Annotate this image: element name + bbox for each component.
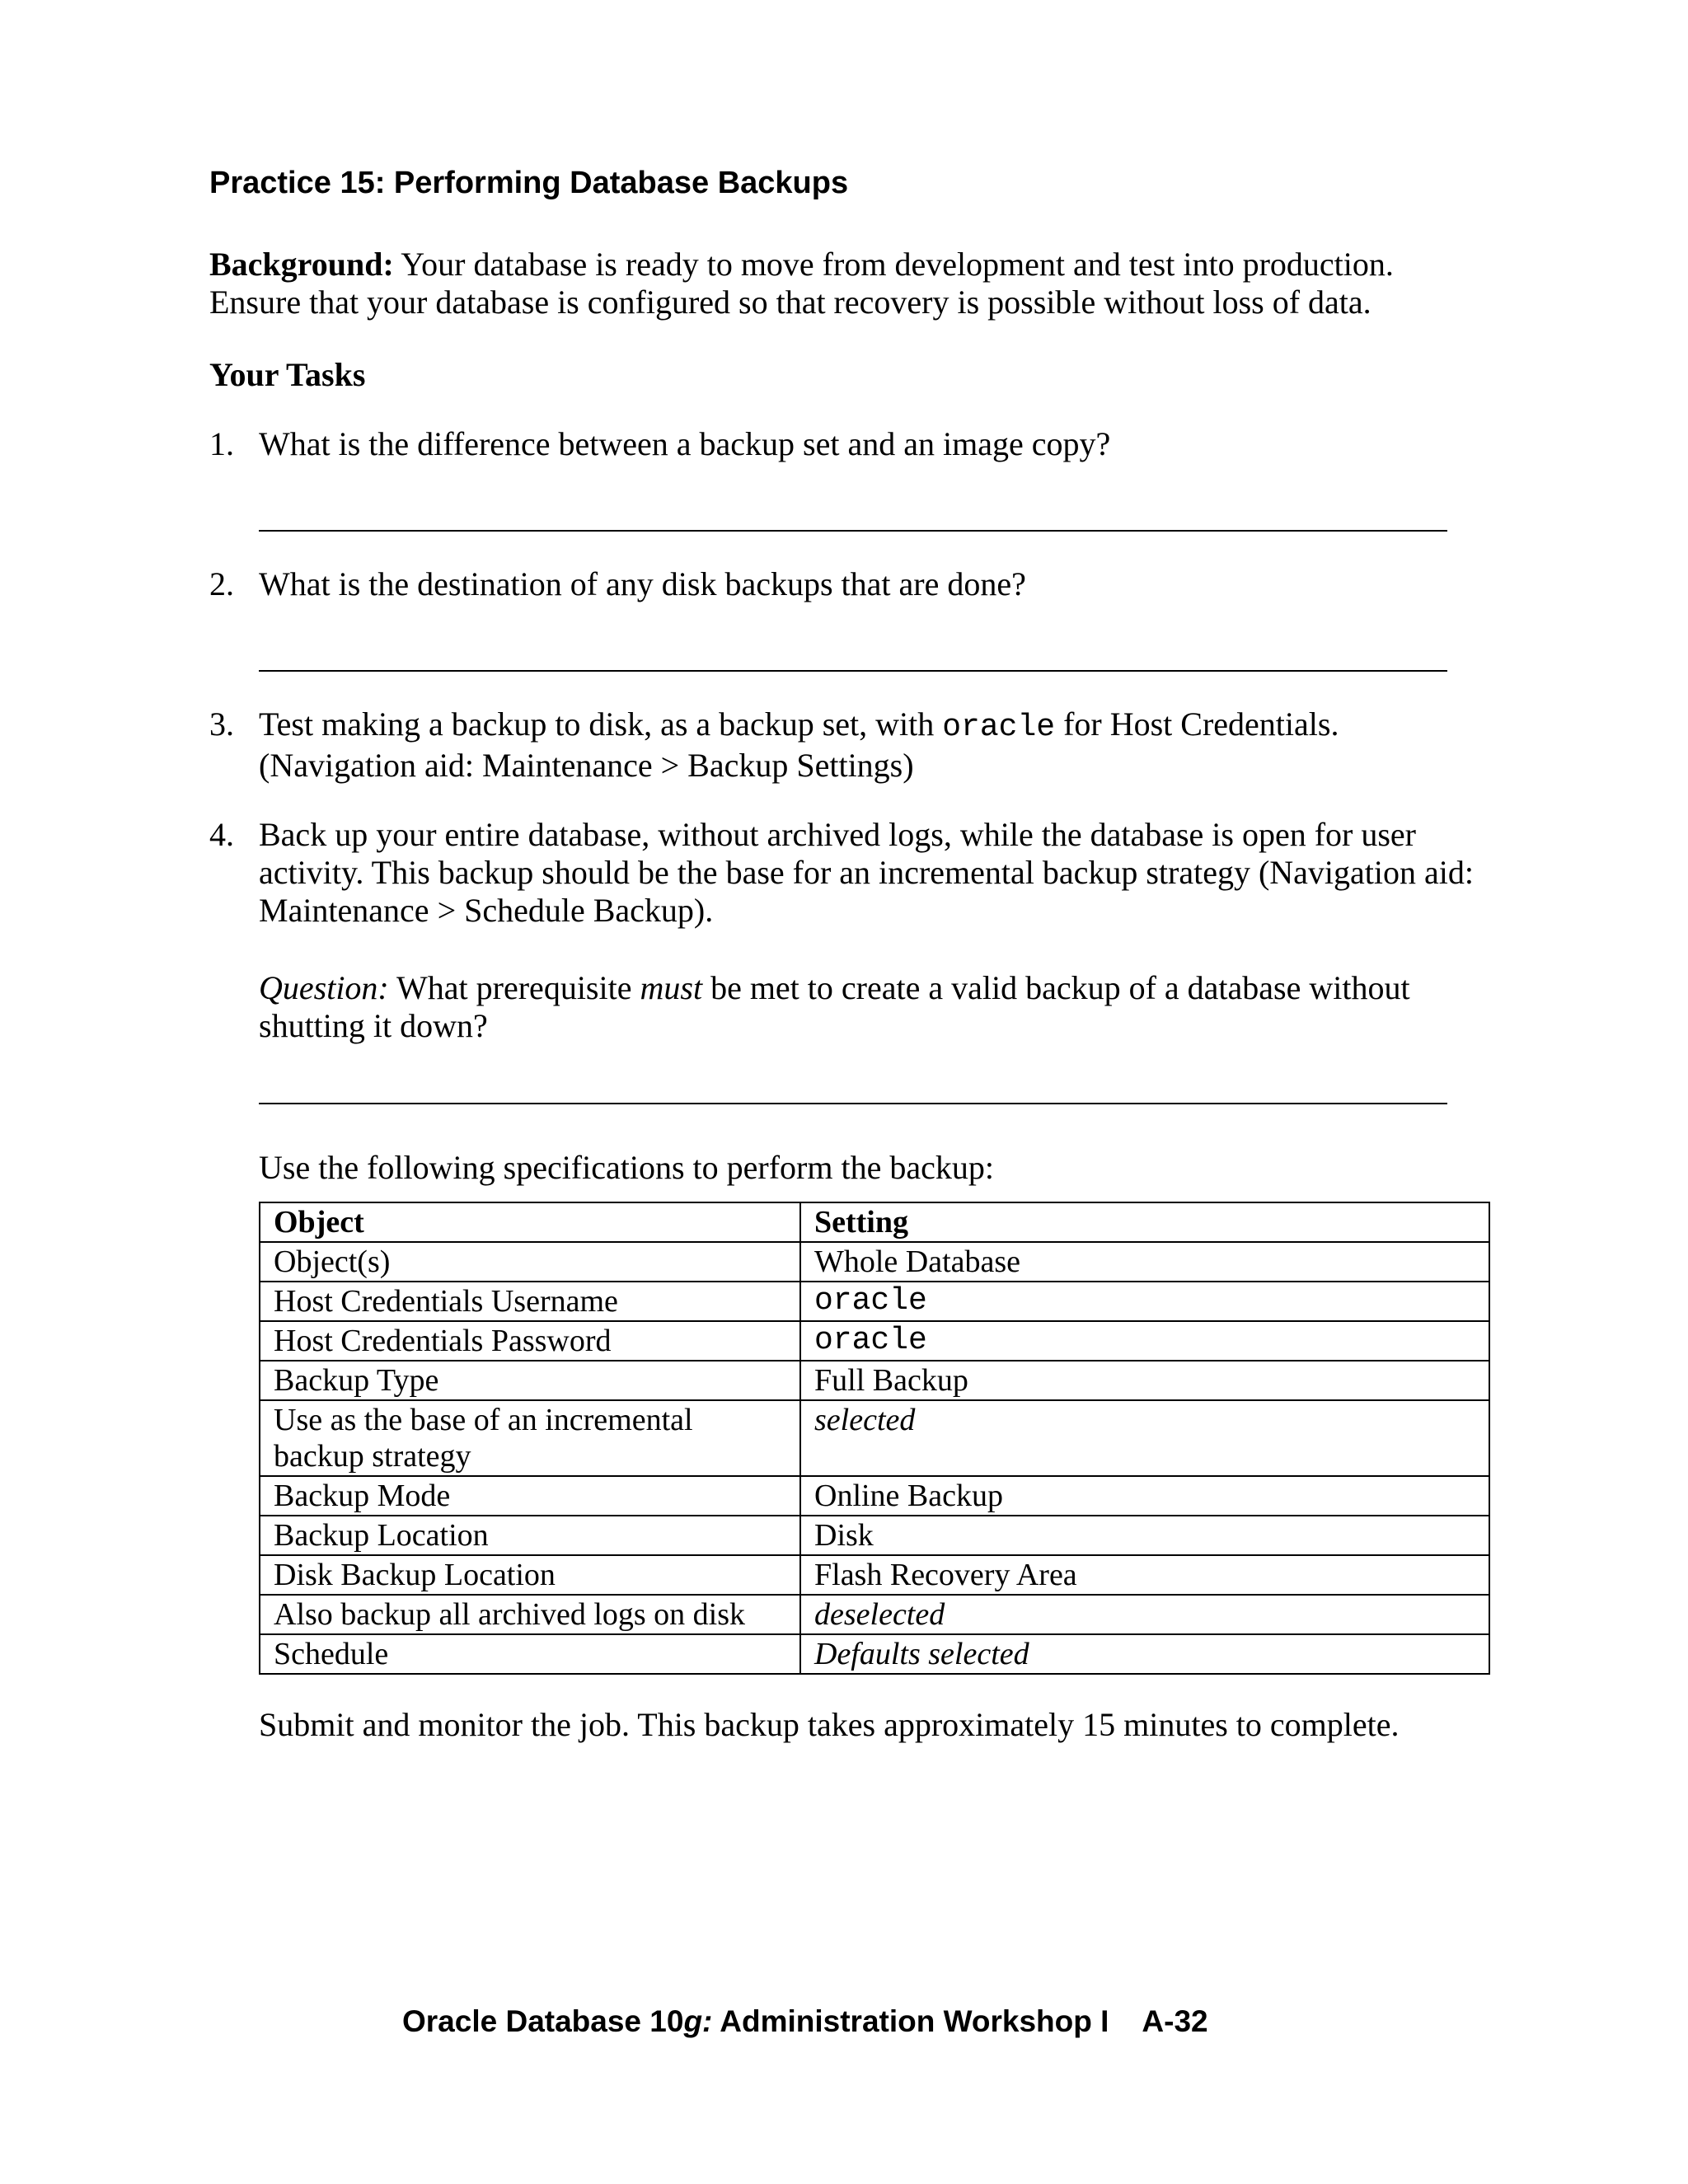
setting-cell: Online Backup — [800, 1476, 1489, 1516]
question — [259, 969, 1479, 1045]
table-row — [260, 1516, 1489, 1555]
setting-cell: oracle — [800, 1321, 1489, 1361]
task-text: Back up your entire database, without archived logs, while the database is open for user activity. This backup should be the base for an incremental backup strategy (Navigation aid: Maintenance > Schedule Backup). — [259, 816, 1474, 929]
task-number: 2. — [209, 565, 234, 602]
answer-line-1 — [259, 530, 1447, 532]
task-number: 4. — [209, 816, 234, 853]
background-label: Background: — [209, 246, 394, 283]
task-text-part: for Host Credentials. (Navigation aid: Maintenance > Backup Settings) — [259, 705, 1339, 784]
object-cell: Backup Type — [260, 1361, 800, 1400]
object-cell: Object(s) — [260, 1242, 800, 1282]
specs-table — [259, 1202, 1490, 1675]
table-row — [260, 1476, 1489, 1516]
header-setting: Setting — [800, 1202, 1489, 1242]
question-label: Question: — [259, 969, 389, 1006]
task-text: What is the difference between a backup set and an image copy? — [259, 425, 1111, 462]
question-emphasis: must — [640, 969, 703, 1006]
setting-cell: Disk — [800, 1516, 1489, 1555]
table-row — [260, 1282, 1489, 1321]
table-row — [260, 1242, 1489, 1282]
object-cell: Disk Backup Location — [260, 1555, 800, 1595]
object-cell: Use as the base of an incremental backup strategy — [260, 1400, 800, 1476]
table-row — [260, 1634, 1489, 1674]
table-row — [260, 1595, 1489, 1634]
page-number: A-32 — [1142, 2004, 1208, 2038]
footer-title: Administration Workshop I — [712, 2004, 1109, 2038]
setting-cell: Flash Recovery Area — [800, 1555, 1489, 1595]
answer-line-2 — [259, 670, 1447, 672]
submit-instructions: Submit and monitor the job. This backup takes approximately 15 minutes to complete. — [259, 1706, 1400, 1743]
tasks-heading: Your Tasks — [209, 356, 366, 393]
setting-cell: deselected — [800, 1595, 1489, 1634]
object-cell: Host Credentials Password — [260, 1321, 800, 1361]
object-cell: Backup Location — [260, 1516, 800, 1555]
object-cell: Also backup all archived logs on disk — [260, 1595, 800, 1634]
setting-cell: oracle — [800, 1282, 1489, 1321]
footer-title-italic: g: — [683, 2004, 713, 2038]
question-text: What prerequisite — [388, 969, 640, 1006]
task-text — [259, 705, 1495, 785]
setting-cell: Whole Database — [800, 1242, 1489, 1282]
specs-intro: Use the following specifications to perform the backup: — [259, 1149, 994, 1186]
task-code: oracle — [942, 710, 1056, 745]
table-row — [260, 1400, 1489, 1476]
table-header-row — [260, 1202, 1489, 1242]
table-row — [260, 1321, 1489, 1361]
page-footer — [402, 2001, 1208, 2042]
background-text: Your database is ready to move from development and test into production. Ensure that your database is configured so that recovery is possible without loss of data. — [209, 246, 1394, 321]
object-cell: Backup Mode — [260, 1476, 800, 1516]
background-paragraph — [209, 246, 1462, 321]
answer-line-3 — [259, 1103, 1447, 1104]
table-row — [260, 1555, 1489, 1595]
setting-cell: Defaults selected — [800, 1634, 1489, 1674]
footer-title: Oracle Database 10 — [402, 2004, 684, 2038]
object-cell: Host Credentials Username — [260, 1282, 800, 1321]
task-number: 3. — [209, 705, 234, 743]
setting-cell: selected — [800, 1400, 1489, 1476]
object-cell: Schedule — [260, 1634, 800, 1674]
table-row — [260, 1361, 1489, 1400]
task-number: 1. — [209, 425, 234, 462]
page-title: Practice 15: Performing Database Backups — [209, 166, 849, 200]
task-text: What is the destination of any disk backups that are done? — [259, 565, 1026, 602]
header-object: Object — [260, 1202, 800, 1242]
question-text: be met to create a valid backup of a database without shutting it down? — [259, 969, 1410, 1044]
task-text-part: Test making a backup to disk, as a backup set, with — [259, 705, 943, 743]
setting-cell: Full Backup — [800, 1361, 1489, 1400]
